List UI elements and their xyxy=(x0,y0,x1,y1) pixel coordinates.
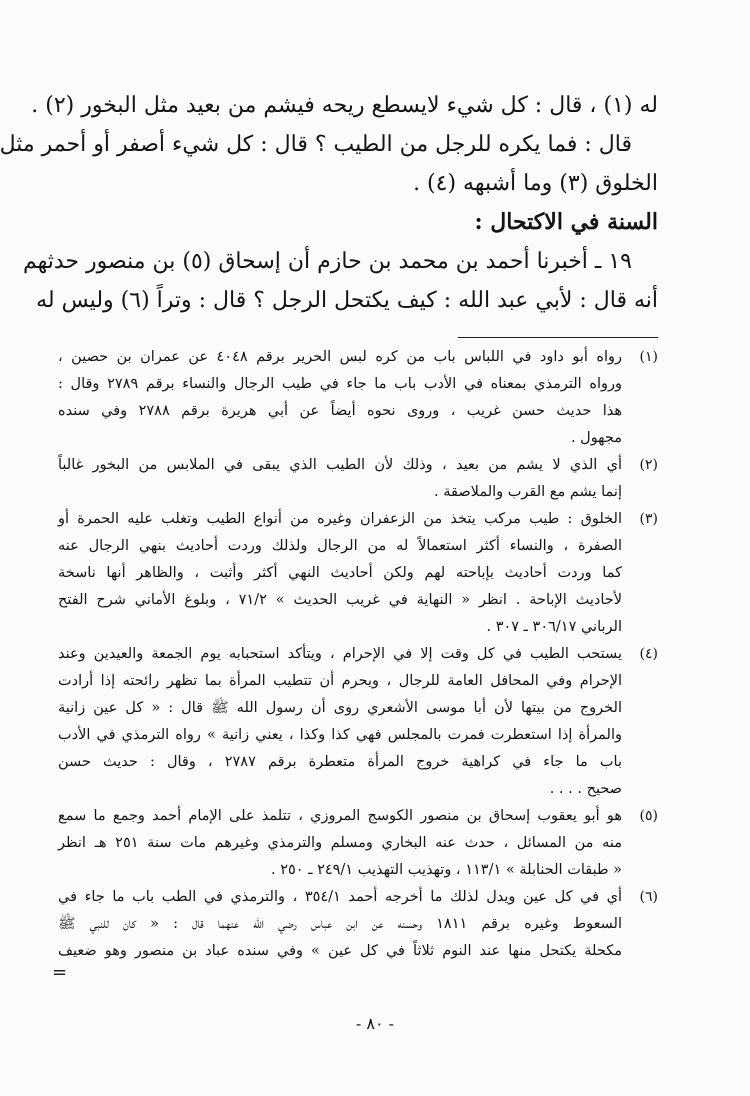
footnote-line: السعوط وغيره برقم ١٨١١ وحسنه عن ابن عباس رضي الله عنهما قال : « كان للنبي ﷺ xyxy=(58,916,622,932)
footnote-line: « طبقات الحنابلة » ١١٣/١ ، وتهذيب التهذيب ٢٤٩/١ ـ ٢٥٠ . xyxy=(271,862,622,878)
continuation-mark: = xyxy=(52,962,68,983)
footnote-line: الرباني ٣٠٦/١٧ ـ ٣٠٧ . xyxy=(486,619,622,635)
footnote xyxy=(58,803,658,884)
footnote-line: أي الذي لا يشم من بعيد ، وذلك لأن الطيب الذي يبقى في الملابس من البخور غالباً xyxy=(58,457,622,473)
main-text xyxy=(0,86,658,320)
footnote-line: يستحب الطيب في كل وقت إلا في الإحرام ، ويتأكد استحبابه يوم الجمعة والعيدين وعند xyxy=(58,646,622,662)
footnotes xyxy=(58,344,658,965)
footnote-line: مكحلة يكتحل منها عند النوم ثلاثاً في كل عين » وفي سنده عباد بن منصور وهو ضعيف xyxy=(58,943,622,959)
footnote xyxy=(58,641,658,803)
footnote-line: هو أبو يعقوب إسحاق بن منصور الكوسج المروزي ، تتلمذ على الإمام أحمد وجمع ما سمع xyxy=(58,808,622,824)
main-line: قال : فما يكره للرجل من الطيب ؟ قال : كل شيء أصفر أو أحمر مثل xyxy=(0,132,632,157)
footnote xyxy=(58,506,658,641)
section-heading: السنة في الاكتحال : xyxy=(474,209,658,235)
footnote-line: باب ما جاء في كراهية خروج المرأة متعطرة برقم ٢٧٨٧ ، وقال : حديث حسن xyxy=(58,754,622,770)
footnote-line: إنما يشم مع القرب والملاصقة . xyxy=(434,484,622,500)
main-line: ١٩ ـ أخبرنا أحمد بن محمد بن حازم أن إسحاق (٥) بن منصور حدثهم xyxy=(22,249,632,274)
footnote-line: والمرأة إذا استعطرت فمرت بالمجلس فهي كذا وكذا ، يعني زانية » رواه الترمذي في الأدب xyxy=(58,727,622,743)
footnote-line: ورواه الترمذي بمعناه في الأدب باب ما جاء في طيب الرجال والنساء برقم ٢٧٨٩ وقال : xyxy=(58,376,622,392)
main-line: له (١) ، قال : كل شيء لايسطع ريحه فيشم من بعيد مثل البخور (٢) . xyxy=(31,93,658,118)
footnote-number: (٥) xyxy=(639,808,658,824)
footnote xyxy=(58,344,658,452)
footnote-line: أي في كل عين ويدل لذلك ما أخرجه أحمد ٣٥٤/١ ، والترمذي في الطب باب ما جاء في xyxy=(58,889,622,905)
footnote-line: رواه أبو داود في اللباس باب من كره لبس الحرير برقم ٤٠٤٨ عن عمران بن حصين ، xyxy=(58,349,622,365)
page-number: - ٨٠ - xyxy=(355,1014,395,1033)
footnote-line: هذا حديث حسن غريب ، وروى نحوه أيضاً عن أبي هريرة برقم ٢٧٨٨ وفي سنده xyxy=(58,403,622,419)
footnote-number: (٣) xyxy=(639,511,658,527)
footnote-number: (١) xyxy=(639,349,658,365)
footnote xyxy=(58,884,658,965)
footnote-line: كما وردت أحاديث بإباحته لهم ولكن أحاديث النهي أكثر وأثبت ، والظاهر أنها ناسخة xyxy=(58,565,622,581)
footnote-line: لأحاديث الإباحة . انظر « النهاية في غريب الحديث » ٧١/٢ ، وبلوغ الأماني شرح الفتح xyxy=(58,592,622,608)
footnote-line: صحيح . . . . xyxy=(549,781,622,797)
footnote-line: الخروج من بيتها لأن أبا موسى الأشعري روى أن رسول الله ﷺ قال : « كل عين زانية xyxy=(58,700,622,716)
footnote-line: الخلوق : طيب مركب يتخذ من الزعفران وغيره من أنواع الطيب وتغلب عليه الحمرة أو xyxy=(58,511,622,527)
footnote-line: مجهول . xyxy=(570,430,622,446)
footnote-line: الإحرام وفي المحافل العامة للرجال ، ويحرم أن تتطيب المرأة بما تظهر رائحته إذا أرادت xyxy=(58,673,622,689)
footnote-number: (٦) xyxy=(639,889,658,905)
footnote-line: منه من المسائل ، حدث عنه البخاري ومسلم والترمذي وغيرهم مات سنة ٢٥١ هـ انظر xyxy=(58,835,622,851)
footnote-number: (٤) xyxy=(639,646,658,662)
footnote xyxy=(58,452,658,506)
main-line: أنه قال : لأبي عبد الله : كيف يكتحل الرجل ؟ قال : وتراً (٦) وليس له xyxy=(36,288,658,313)
footnote-number: (٢) xyxy=(639,457,658,473)
main-line: الخلوق (٣) وما أشبهه (٤) . xyxy=(413,171,658,196)
footnote-separator xyxy=(458,337,658,338)
footnote-line: الصفرة ، والنساء أكثر استعمالاً له من الرجال ولذلك وردت أحاديث بنهي الرجال عنه xyxy=(58,538,622,554)
